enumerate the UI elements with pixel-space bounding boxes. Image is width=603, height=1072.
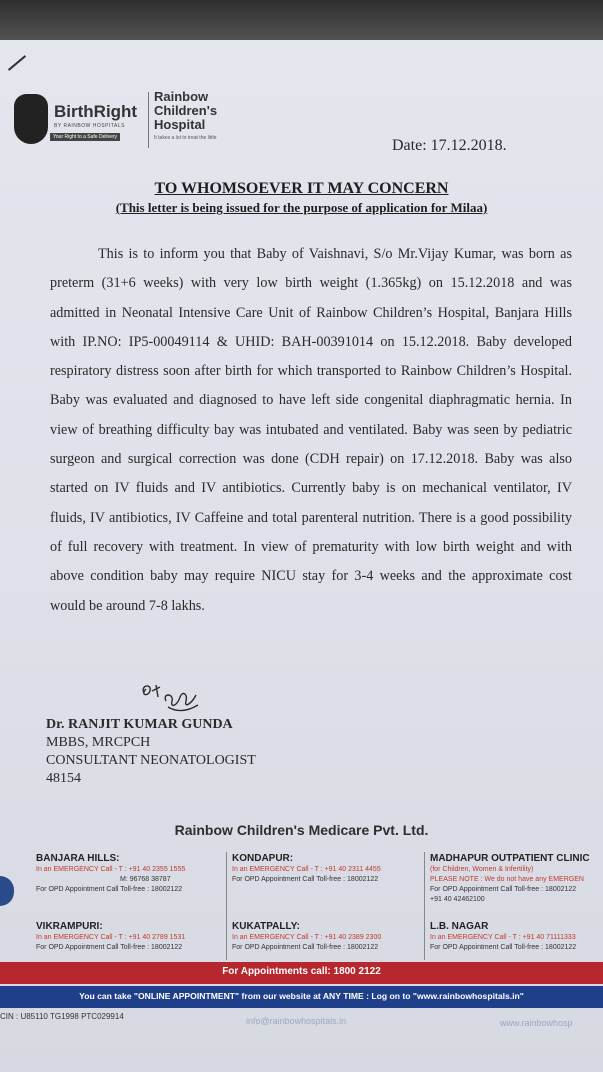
signatory-designation: CONSULTANT NEONATOLOGIST xyxy=(46,753,256,768)
signatory-qualification: MBBS, MRCPCH xyxy=(46,735,151,750)
branch-emergency: In an EMERGENCY Call - T : +91 40 2789 1531 xyxy=(36,934,186,941)
branch-name: KUKATPALLY: xyxy=(232,921,300,932)
photo-background-top xyxy=(0,0,603,44)
branch-emergency: In an EMERGENCY Call - T : +91 40 2355 1555 xyxy=(36,866,186,873)
appointments-band xyxy=(0,962,603,984)
online-appointment-text: You can take "ONLINE APPOINTMENT" from our website at ANY TIME : Log on to "www.rainbowhospitals.in" xyxy=(79,991,524,1001)
branch-opd: For OPD Appointment Call Toll-free : 18002122 xyxy=(430,944,577,951)
branch-opd: For OPD Appointment Call Toll-free : 18002122 xyxy=(232,944,379,951)
branch-emergency: In an EMERGENCY Call - T : +91 40 71111333 xyxy=(430,934,576,941)
letter-body-paragraph: This is to inform you that Baby of Vaishnavi, S/o Mr.Vijay Kumar, was born as preterm (31+6 weeks) with very low birth weight (1.365kg) on 15.12.2018 and was admitted in Neonatal Intensive Care Unit of Rainbow Children’s Hospital, Banjara Hills with IP.NO: IP5-00049114 & UHID: BAH-00391014 on 15.12.2018. Baby developed respiratory distress soon after birth for which transported to Rainbow Children’s Hospital. Baby was evaluated and diagnosed to have left side congenital diaphragmatic hernia. In view of breathing difficulty bay was intubated and ventilated. Baby was seen by pediatric surgeon and surgical correction was done (CDH repair) on 17.12.2018. Baby was also started on IV fluids and IV antibiotics. Currently baby is on mechanical ventilator, IV fluids, IV antibiotics, IV Caffeine and total parenteral nutrition. There is a good possibility of full recovery with treatment. In view of prematurity with low birth weight and with above condition baby may require NICU stay for 3-4 weeks and the approximate cost would be around 7-8 lakhs. xyxy=(50,246,572,614)
letter-heading: TO WHOMSOEVER IT MAY CONCERN xyxy=(154,180,449,197)
signatory-name: Dr. RANJIT KUMAR GUNDA xyxy=(46,717,233,732)
birthright-logo-mark xyxy=(14,94,48,144)
letter-subheading: (This letter is being issued for the purpose of application for Milaa) xyxy=(115,200,488,215)
online-appointment-band xyxy=(0,986,603,1008)
letter-body xyxy=(50,240,572,621)
appointments-text: For Appointments call: 1800 2122 xyxy=(222,966,381,977)
letter-date: Date: 17.12.2018. xyxy=(392,137,507,154)
rainbow-logo-line3: Hospital xyxy=(154,117,206,132)
footer-divider xyxy=(424,852,425,960)
branch-madhapur xyxy=(430,852,590,905)
branch-note: (for Children, Women & Infertility) xyxy=(430,866,534,873)
branch-kukatpally xyxy=(232,920,381,953)
footer-divider xyxy=(226,852,227,960)
branch-kondapur xyxy=(232,852,381,885)
company-name: Rainbow Children's Medicare Pvt. Ltd. xyxy=(174,822,429,838)
rainbow-logo xyxy=(154,90,264,152)
cin-number: CIN : U85110 TG1998 PTC029914 xyxy=(0,1012,124,1021)
branch-banjara-hills xyxy=(36,852,185,895)
branch-name: L.B. NAGAR xyxy=(430,921,489,932)
branch-vikrampuri xyxy=(36,920,185,953)
signatory-reg-no: 48154 xyxy=(46,771,81,786)
rainbow-tagline: It takes a lot to treat the little xyxy=(154,135,217,141)
branch-lb-nagar xyxy=(430,920,576,953)
branch-emergency: In an EMERGENCY Call - T : +91 40 2311 4455 xyxy=(232,866,381,873)
branch-opd: For OPD Appointment Call Toll-free : 18002122 xyxy=(430,886,577,893)
branch-name: MADHAPUR OUTPATIENT CLINIC xyxy=(430,853,590,864)
footer-email: info@rainbowhospitals.in xyxy=(246,1016,347,1026)
branch-phone: +91 40 42462100 xyxy=(430,896,485,903)
signatory-block xyxy=(46,716,256,788)
rainbow-logo-line1: Rainbow xyxy=(154,89,209,104)
branch-opd: For OPD Appointment Call Toll-free : 18002122 xyxy=(232,876,379,883)
birthright-logo xyxy=(14,92,144,152)
branch-opd: For OPD Appointment Call Toll-free : 18002122 xyxy=(36,886,183,893)
branch-emergency: In an EMERGENCY Call - T : +91 40 2389 2300 xyxy=(232,934,382,941)
branch-warning: PLEASE NOTE : We do not have any EMERGEN xyxy=(430,876,584,883)
footer-website: www.rainbowhosp xyxy=(500,1018,573,1028)
branch-name: BANJARA HILLS: xyxy=(36,853,120,864)
branch-name: KONDAPUR: xyxy=(232,853,294,864)
branch-opd: For OPD Appointment Call Toll-free : 18002122 xyxy=(36,944,183,951)
birthright-tagline: Your Right to a Safe Delivery xyxy=(50,133,120,141)
branch-mobile: M: 96768 38787 xyxy=(120,876,171,883)
branch-name: VIKRAMPURI: xyxy=(36,921,103,932)
logo-divider xyxy=(148,92,149,148)
rainbow-logo-line2: Children's xyxy=(154,103,218,118)
birthright-sub: BY RAINBOW HOSPITALS xyxy=(54,123,125,129)
birthright-brand: BirthRight xyxy=(54,102,138,121)
